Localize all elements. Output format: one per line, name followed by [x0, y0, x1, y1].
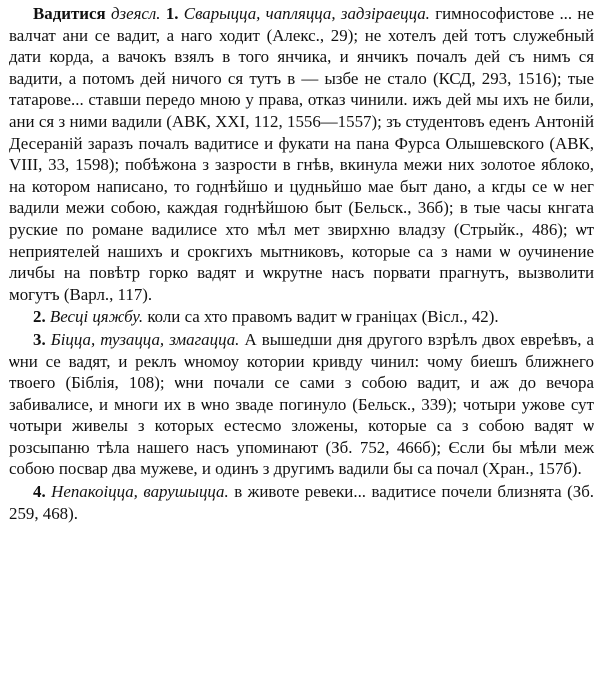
sense-number: 4.	[33, 482, 46, 502]
sense-citations: в животе ревеки... вадитисе почели близнята (Зб. 259, 468).	[9, 482, 595, 523]
sense-gloss: Весці цяжбу.	[49, 307, 144, 327]
sense-3-paragraph	[9, 329, 594, 480]
sense-number: 2.	[33, 307, 46, 327]
sense-4-paragraph	[9, 481, 594, 524]
sense-number: 1.	[165, 4, 179, 23]
sense-gloss: Біцца, тузацца, змагацца.	[50, 329, 240, 349]
sense-citations: А вышедши дня другого взрѣлъ двох евреѣвъ, а ѡни се вадят, и реклъ ѡномоу котории кривду чинил: чому биешъ ближнего твоего (Біблія, 108); ѡни почали се сами з собою вадит, и аж до вечора забивалисе, и многи их в ѡно зваде погинуло (Бельск., 339); чотыри ужове сут чотыри живелы з которых естесмо зложены, которые са з собою вадят ѡ розсыпаню тѣла нашего насъ упоминают (Зб. 752, 466б); Єсли бы мѣли меж собою посвар два мужеве, и одинъ з другимъ вадили бы са почал (Хран., 157б).	[9, 329, 594, 479]
sense-gloss: Сварыцца, чапляцца, задзіраецца.	[183, 4, 430, 23]
sense-gloss: Непакоіцца, варушыцца.	[51, 482, 229, 502]
headword: Вадитися	[33, 4, 106, 23]
sense-citations: коли са хто правомъ вадит ѡ граніцах (Вісл., 42).	[147, 307, 499, 327]
sense-1-paragraph	[9, 3, 594, 305]
sense-number: 3.	[33, 329, 46, 349]
sense-2-paragraph	[9, 306, 594, 328]
grammar-label: дзеясл.	[110, 4, 161, 23]
sense-citations: гимнософистове ... не валчат ани се вадит, а наго ходит (Алекс., 29); не хотелъ дей тотъ служебный дати корда, а вачокъ взялъ в того янчика, и янчикъ почалъ дей съ нимъ ся вадити, а потомъ дей ничого ся тутъ в — ызбе не стало (КСД, 293, 1516); тые татарове... ставши передо мною у права, отказ чинили. ижъ дей мы ихъ не били, ани ся з ними вадили (АВК, XXI, 112, 1556—1557); зъ студентовъ еденъ Антоній Десераній заразъ почалъ вадитисе и фукати на пана Фурса Олышевского (АВК, VIII, 33, 1598); побѣжона з зазрости в гнѣв, вкинула межи них золотое яблоко, на котором написано, то годнѣйшо и цудньйшо мае быт дано, а кгды се ѡ нег вадили межи собою, каждая годнѣйшою быт (Бельск., 36б); в тые часы кнгата руские по романе вадилисе хто мѣл мет звирхню владзу (Стрыйк., 486); ѡт неприятелей нашихъ и срокгихъ мытниковъ, которые са з нами ѡ оучинение личбы на повѣтр горко вадят и ѡкрутне насъ порвати прагнутъ, вызволити могутъ (Варл., 117).	[9, 4, 594, 304]
